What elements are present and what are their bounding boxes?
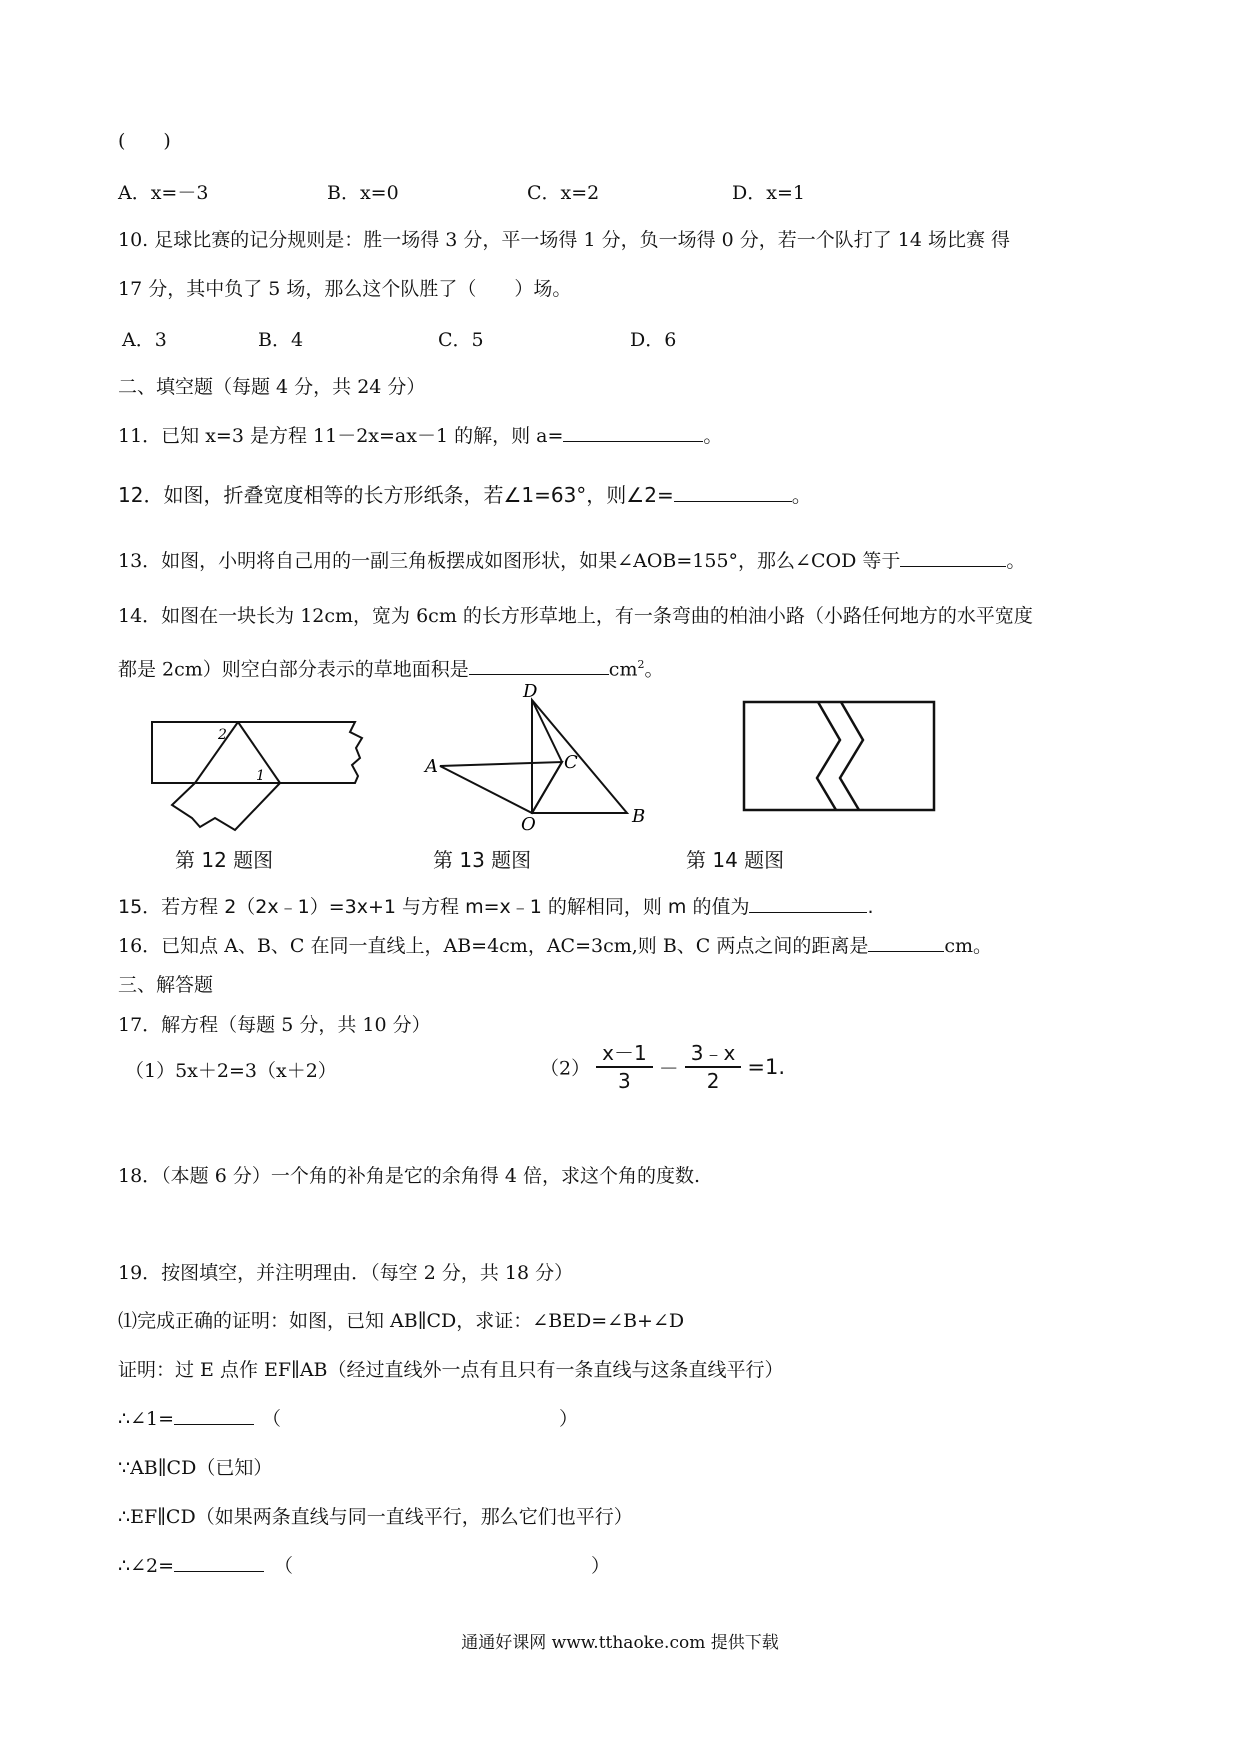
q19-step4-reason-open: （ [274,1555,294,1577]
q14-unit-exponent: 2 [637,658,645,671]
q12-text [118,482,812,508]
q17-right-side: =1. [747,1055,786,1079]
q16-end: cm。 [944,935,993,957]
q9-option-b: B．x=0 [327,182,399,204]
q17-fraction-1-denominator: 3 [618,1069,631,1093]
q12-answer-blank[interactable] [674,483,792,502]
q15-text [118,894,874,920]
q14-unit: cm [608,658,638,681]
fig13-triangle-boards [440,700,627,813]
q9-option-c: C．x=2 [527,182,600,204]
q18-text: 18．（本题 6 分）一个角的补角是它的余角得 4 倍，求这个角的度数. [118,1165,701,1187]
q19-step1-blank[interactable] [174,1406,254,1425]
q14-prompt: 都是 2cm）则空白部分表示的草地面积是 [118,658,469,681]
q12-prompt: 12．如图，折叠宽度相等的长方形纸条，若∠1=63°，则∠2= [118,483,674,507]
fig13-point-d: D [523,681,538,702]
q12-end: 。 [791,483,812,507]
fig13-point-c: C [564,752,578,773]
q16-answer-blank[interactable] [868,933,944,952]
page-footer: 通通好课网 www.tthaoke.com 提供下载 [461,1633,779,1653]
fig14-caption: 第 14 题图 [686,848,785,872]
q17-part2 [540,1040,785,1094]
q17-fraction-2-numerator: 3﹣x [685,1040,742,1068]
fig14-lawn-with-road [744,702,934,810]
q10-option-d: D．6 [630,329,677,351]
q17-part2-label: （2） [540,1057,591,1080]
fig13-point-b: B [632,806,646,827]
fig13-point-a: A [425,756,438,777]
q13-answer-blank[interactable] [900,548,1006,567]
q19-step2: ∵AB∥CD（已知） [118,1457,273,1479]
q17-part1: （1）5x＋2=3（x＋2） [125,1060,337,1082]
q11-prompt: 11．已知 x=3 是方程 11－2x=ax－1 的解，则 a= [118,425,564,447]
q17-fraction-1 [596,1040,653,1094]
q14-end: 。 [644,658,664,681]
fig13-caption: 第 13 题图 [433,848,532,872]
q9-option-a: A．x=－3 [118,182,209,204]
q19-step4-blank[interactable] [174,1553,264,1572]
q14-line1: 14．如图在一块长为 12cm，宽为 6cm 的长方形草地上，有一条弯曲的柏油小路（小路任何地方的水平宽度 [118,605,1033,627]
q10-line2: 17 分，其中负了 5 场，那么这个队胜了（ ）场。 [118,278,572,300]
q19-step3: ∴EF∥CD（如果两条直线与同一直线平行，那么它们也平行） [118,1506,633,1528]
q14-line2 [118,652,663,682]
q19-part1: ⑴完成正确的证明：如图，已知 AB∥CD，求证：∠BED=∠B+∠D [118,1310,685,1332]
q13-end: 。 [1006,550,1026,572]
q19-step4-text: ∴∠2= [118,1555,175,1577]
section-3-heading: 三、解答题 [118,974,214,996]
q15-end: . [867,896,874,918]
q17-fraction-2 [685,1040,742,1094]
q19-step1 [118,1406,578,1432]
q10-line1: 10. 足球比赛的记分规则是：胜一场得 3 分，平一场得 1 分，负一场得 0 分，若一个队打了 14 场比赛 得 [118,229,1011,251]
q10-option-c: C．5 [438,329,484,351]
q15-prompt: 15．若方程 2（2x﹣1）=3x+1 与方程 m=x﹣1 的解相同，则 m 的值为 [118,896,750,918]
fig12-angle-1-label: 1 [256,768,265,784]
q9-option-d: D．x=1 [732,182,805,204]
q10-option-b: B．4 [258,329,304,351]
q9-answer-paren: ( ) [118,130,171,152]
q19-step1-reason-open: （ [262,1408,282,1430]
q17-minus-sign: － [658,1056,679,1081]
q19-step1-text: ∴∠1= [118,1408,175,1430]
q11-end: 。 [703,425,723,447]
q17-title: 17．解方程（每题 5 分，共 10 分） [118,1014,431,1036]
q14-answer-blank[interactable] [469,656,609,675]
q10-option-a: A．3 [122,329,167,351]
figures-row [0,680,1240,840]
q16-text [118,933,992,959]
q11-answer-blank[interactable] [563,423,703,442]
section-2-heading: 二、填空题（每题 4 分，共 24 分） [118,376,426,398]
q19-step4-reason-close: ） [591,1555,611,1577]
q17-fraction-1-numerator: x－1 [596,1040,653,1068]
q15-answer-blank[interactable] [749,894,867,913]
q17-fraction-2-denominator: 2 [706,1069,720,1093]
q16-prompt: 16．已知点 A、B、C 在同一直线上，AB=4cm，AC=3cm,则 B、C 两点之间的距离是 [118,935,869,957]
q13-prompt: 13．如图，小明将自己用的一副三角板摆成如图形状，如果∠AOB=155°，那么∠COD 等于 [118,550,901,572]
q11-text [118,423,722,449]
fig13-point-o: O [521,814,536,835]
q19-title: 19．按图填空，并注明理由．（每空 2 分，共 18 分） [118,1262,574,1284]
fig12-caption: 第 12 题图 [175,848,274,872]
q19-step4 [118,1553,610,1579]
q13-text [118,548,1025,574]
q19-proof-line: 证明：过 E 点作 EF∥AB（经过直线外一点有且只有一条直线与这条直线平行） [118,1359,784,1381]
q19-step1-reason-close: ） [559,1408,579,1430]
fig12-angle-2-label: 2 [218,727,227,743]
